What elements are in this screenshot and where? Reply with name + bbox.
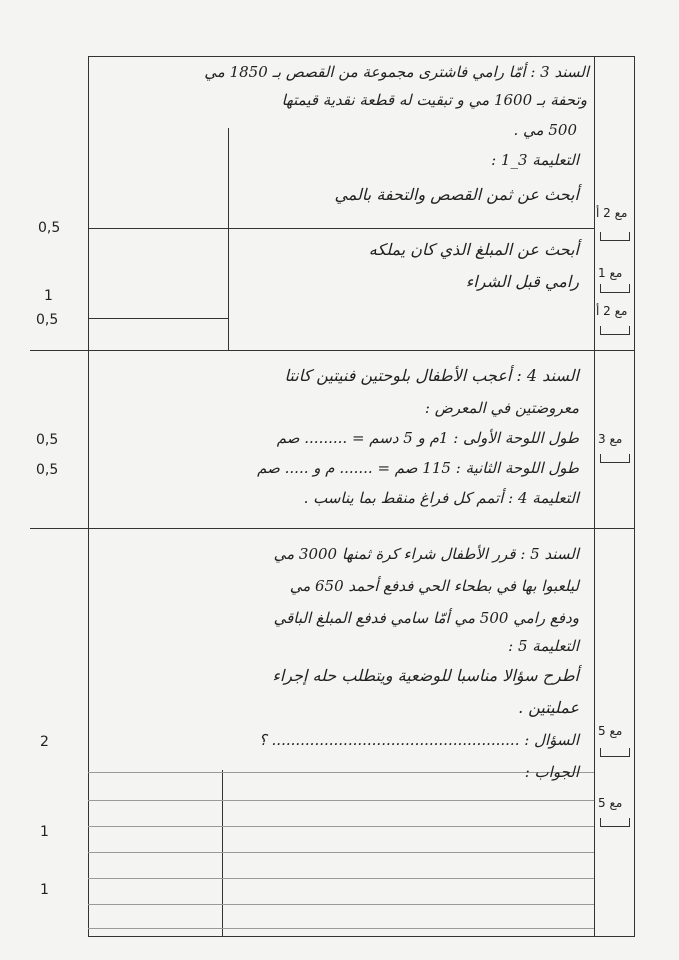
criterion-1: مع 2 أ	[596, 206, 628, 220]
s3-task1: أبحث عن ثمن القصص والتحفة بالمي	[334, 185, 579, 204]
s5-rule3	[88, 826, 594, 827]
s5-task-b: عمليتين .	[518, 698, 579, 717]
s3-hline1	[88, 228, 595, 229]
score-s3-task1: 0,5	[38, 220, 61, 236]
s5-rule1	[88, 772, 594, 773]
s5-vertical	[222, 770, 223, 936]
criterion-5: مع 5	[598, 724, 623, 738]
frame-top	[88, 56, 635, 57]
criterion-2: مع 1	[598, 266, 623, 280]
score-s5-question: 2	[40, 734, 49, 750]
frame-bottom	[88, 936, 635, 937]
s3-line1: السند 3 : أمّا رامي فاشترى مجموعة من القصص بـ 1850 مي	[204, 63, 589, 81]
s5-rule6	[88, 904, 594, 905]
criterion-5-box	[600, 748, 630, 757]
s5-line3: ودفع رامي 500 مي أمّا سامي فدفع المبلغ الباقي	[273, 609, 579, 627]
s4-line1: السند 4 : أعجب الأطفال بلوحتين فنيتين كانتا	[284, 366, 579, 385]
criterion-2-box	[600, 284, 630, 293]
score-s4-board1: 0,5	[36, 432, 59, 448]
criterion-3: مع 2 أ	[596, 304, 628, 318]
criterion-6: مع 5	[598, 796, 623, 810]
s5-rule5	[88, 878, 594, 879]
divider-section4-5	[30, 528, 635, 529]
s5-rule4	[88, 852, 594, 853]
s4-instruction: التعليمة 4 : أتمم كل فراغ منقط بما يناسب .	[303, 489, 579, 507]
s3-line2: وتحفة بـ 1600 مي و تبقيت له قطعة نقدية قيمتها	[281, 91, 587, 109]
s3-line3: 500 مي .	[513, 121, 577, 139]
s3-hline2	[88, 318, 228, 319]
frame-far-right	[634, 56, 635, 936]
score-s4-board2: 0,5	[36, 462, 59, 478]
s5-line2: ليلعبوا بها في بطحاء الحي فدفع أحمد 650 مي	[289, 577, 579, 595]
criterion-4-box	[600, 454, 630, 463]
s4-board2: طول اللوحة الثانية : 115 صم = ....... م و ..... صم	[257, 459, 579, 477]
score-s3-task2: 1	[44, 288, 53, 304]
s5-rule2	[88, 800, 594, 801]
frame-left	[88, 56, 89, 936]
criterion-1-box	[600, 232, 630, 241]
s5-line1: السند 5 : قرر الأطفال شراء كرة ثمنها 3000 مي	[273, 545, 579, 563]
s5-rule7	[88, 928, 594, 929]
s5-task-a: أطرح سؤالا مناسبا للوضعية ويتطلب حله إجراء	[272, 666, 579, 685]
score-s3-extra: 0,5	[36, 312, 59, 328]
s4-board1: طول اللوحة الأولى : 1م و 5 دسم = ......... صم	[276, 429, 579, 447]
score-s5-answer2: 1	[40, 882, 49, 898]
s3-instruction: التعليمة 3_1 :	[491, 151, 579, 169]
s3-task2a: أبحث عن المبلغ الذي كان يملكه	[368, 240, 579, 259]
s5-question-label: السؤال : .................................................... ؟	[258, 731, 579, 749]
s5-answer-label: الجواب :	[524, 763, 579, 781]
criterion-4: مع 3	[598, 432, 623, 446]
score-s5-answer1: 1	[40, 824, 49, 840]
s3-task2b: رامي قبل الشراء	[465, 272, 579, 291]
criterion-6-box	[600, 818, 630, 827]
s4-line2: معروضتين في المعرض :	[424, 399, 579, 417]
criterion-3-box	[600, 326, 630, 335]
frame-right	[594, 56, 595, 936]
divider-section3-4	[30, 350, 635, 351]
s3-vertical	[228, 128, 229, 350]
s5-instruction: التعليمة 5 :	[508, 637, 579, 655]
